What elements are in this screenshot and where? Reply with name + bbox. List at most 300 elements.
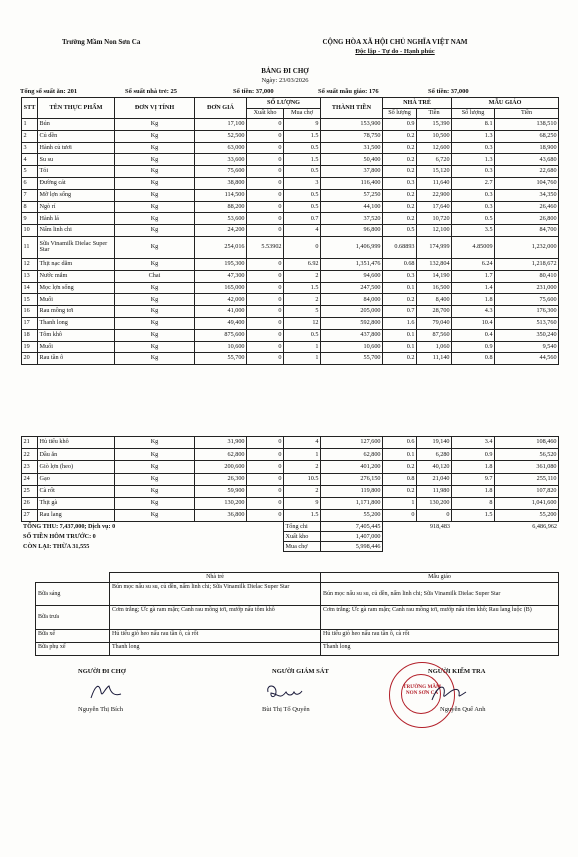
cell-export: 0 [247, 201, 284, 213]
cell-nt-money: 21,040 [417, 473, 452, 485]
menu-nt: Cơm trắng; Ức gà ram mặn; Canh rau mồng tơi, mướp nấu tôm khô [110, 606, 321, 630]
cell-export: 0 [247, 353, 284, 365]
menu-mg: Thanh long [321, 643, 559, 656]
cell-nt-money: 174,999 [417, 236, 452, 258]
mg-money: Số tiền: 37,000 [428, 88, 469, 95]
cell-nt-qty: 0.2 [383, 201, 417, 213]
cell-name: Hành củ tươi [38, 142, 115, 154]
total-meals: Tổng số suất ăn: 201 [20, 88, 78, 95]
cell-mg-qty: 3.4 [452, 437, 495, 449]
cell-total: 437,800 [321, 329, 383, 341]
cell-total: 57,250 [321, 189, 383, 201]
cell-nt-money: 15,390 [417, 119, 452, 131]
cell-export: 0 [247, 306, 284, 318]
cell-export: 0 [247, 154, 284, 166]
buyer-name: Nguyễn Thị Bích [78, 706, 124, 713]
cell-mg-money: 84,700 [495, 225, 559, 237]
menu-col-mg: Mẫu giáo [321, 573, 559, 583]
cell-nt-money: 17,640 [417, 201, 452, 213]
cell-total: 78,750 [321, 130, 383, 142]
cell-stt: 16 [22, 306, 38, 318]
cell-stt: 25 [22, 485, 38, 497]
cell-stt: 1 [22, 119, 38, 131]
cell-nt-qty: 0.2 [383, 213, 417, 225]
cell-price: 10,600 [195, 341, 247, 353]
cell-mg-qty: 9.7 [452, 473, 495, 485]
cell-export: 0 [247, 177, 284, 189]
col-mg-tien: Tiền [495, 109, 559, 119]
cell-buy: 1 [284, 341, 321, 353]
cell-mg-money: 107,820 [495, 485, 559, 497]
cell-mg-money: 68,250 [495, 130, 559, 142]
cell-nt-qty: 0.2 [383, 353, 417, 365]
cell-name: Rau lang [38, 510, 115, 522]
col-qty: SỐ LƯỢNG [247, 98, 321, 109]
cell-name: Muối [38, 341, 115, 353]
cell-name: Mỡ lợn sống [38, 189, 115, 201]
cell-mg-money: 18,900 [495, 142, 559, 154]
cell-buy: 0.5 [284, 166, 321, 178]
cell-mg-qty: 0.3 [452, 142, 495, 154]
col-stt: STT [22, 98, 38, 119]
mua-cho-value: 5,998,446 [321, 542, 383, 552]
cell-name: Củ dền [38, 130, 115, 142]
cell-nt-qty: 1 [383, 497, 417, 509]
cell-unit: Kg [115, 294, 195, 306]
cell-unit: Kg [115, 341, 195, 353]
cell-mg-qty: 1.8 [452, 461, 495, 473]
cell-buy: 1 [284, 353, 321, 365]
table-row [22, 213, 559, 225]
cell-total: 50,400 [321, 154, 383, 166]
cell-nt-qty: 0.2 [383, 485, 417, 497]
menu-mg: Hủ tiếu giò heo nấu rau tần ô, cà rốt [321, 630, 559, 643]
cell-unit: Kg [115, 449, 195, 461]
cell-stt: 10 [22, 225, 38, 237]
cell-stt: 20 [22, 353, 38, 365]
cell-price: 62,800 [195, 449, 247, 461]
menu-mg: Cơm trắng; Ức gà ram mặn; Canh rau mồng tơi, mướp nấu tôm khô; Rau lang luộc (B) [321, 606, 559, 630]
cell-export: 0 [247, 166, 284, 178]
cell-nt-qty: 0.3 [383, 270, 417, 282]
menu-nt: Bún mọc nấu su su, củ dền, nấm linh chi; Sữa Vinamilk Dielac Super Star [110, 583, 321, 606]
col-nt-tien: Tiền [417, 109, 452, 119]
table-row [22, 317, 559, 329]
menu-nt: Thanh long [110, 643, 321, 656]
cell-mg-qty: 0.8 [452, 353, 495, 365]
table-row [22, 154, 559, 166]
cell-unit: Kg [115, 119, 195, 131]
col-price: ĐƠN GIÁ [195, 98, 247, 119]
checker-name: Nguyễn Quế Anh [440, 706, 486, 713]
cell-nt-qty: 0.68893 [383, 236, 417, 258]
cell-mg-money: 55,200 [495, 510, 559, 522]
cell-name: Dầu ăn [38, 449, 115, 461]
cell-export: 0 [247, 341, 284, 353]
cell-nt-money: 40,120 [417, 461, 452, 473]
cell-buy: 0.5 [284, 142, 321, 154]
xuat-kho-value: 1,407,000 [321, 532, 383, 542]
cell-price: 165,000 [195, 282, 247, 294]
cell-mg-qty: 10.4 [452, 317, 495, 329]
cell-export: 0 [247, 294, 284, 306]
cell-nt-money: 132,804 [417, 258, 452, 270]
cell-buy: 0.5 [284, 189, 321, 201]
cell-export: 0 [247, 473, 284, 485]
cell-stt: 3 [22, 142, 38, 154]
cell-mg-qty: 1.5 [452, 510, 495, 522]
cell-stt: 23 [22, 461, 38, 473]
cell-mg-money: 176,300 [495, 306, 559, 318]
cell-nt-money: 11,980 [417, 485, 452, 497]
cell-mg-qty: 4.85009 [452, 236, 495, 258]
table-row [22, 282, 559, 294]
cell-price: 55,700 [195, 353, 247, 365]
cell-stt: 15 [22, 294, 38, 306]
cell-mg-qty: 2.7 [452, 177, 495, 189]
cell-buy: 1.5 [284, 130, 321, 142]
cell-stt: 5 [22, 166, 38, 178]
cell-mg-qty: 3.5 [452, 225, 495, 237]
cell-export: 0 [247, 270, 284, 282]
cell-name: Hành lá [38, 213, 115, 225]
table-row [22, 130, 559, 142]
cell-nt-qty: 0.3 [383, 177, 417, 189]
cell-name: Gạo [38, 473, 115, 485]
table-row [22, 341, 559, 353]
cell-export: 0 [247, 225, 284, 237]
cell-buy: 10.5 [284, 473, 321, 485]
cell-buy: 4 [284, 437, 321, 449]
cell-unit: Kg [115, 510, 195, 522]
cell-nt-money: 28,700 [417, 306, 452, 318]
cell-mg-qty: 1.4 [452, 282, 495, 294]
so-tien-truoc: SỐ TIỀN HÔM TRƯỚC: 0 [23, 532, 96, 540]
cell-stt: 26 [22, 497, 38, 509]
cell-unit: Kg [115, 130, 195, 142]
cell-mg-money: 9,540 [495, 341, 559, 353]
cell-mg-money: 361,080 [495, 461, 559, 473]
cell-nt-money: 11,640 [417, 177, 452, 189]
cell-nt-qty: 0.2 [383, 461, 417, 473]
cell-stt: 6 [22, 177, 38, 189]
cell-name: Rau mồng tơi [38, 306, 115, 318]
cell-mg-money: 138,510 [495, 119, 559, 131]
cell-buy: 2 [284, 485, 321, 497]
xuat-kho-label: Xuất kho [284, 532, 321, 542]
cell-nt-qty: 0.1 [383, 341, 417, 353]
cell-stt: 9 [22, 213, 38, 225]
cell-name: Rau tần ô [38, 353, 115, 365]
cell-total: 401,200 [321, 461, 383, 473]
col-nt: NHÀ TRẺ [383, 98, 452, 109]
cell-mg-qty: 0.9 [452, 449, 495, 461]
cell-nt-qty: 0.2 [383, 154, 417, 166]
cell-export: 0 [247, 130, 284, 142]
cell-nt-money: 10,720 [417, 213, 452, 225]
cell-total: 1,351,476 [321, 258, 383, 270]
cell-mg-qty: 1.8 [452, 485, 495, 497]
cell-unit: Kg [115, 473, 195, 485]
cell-mg-money: 80,410 [495, 270, 559, 282]
cell-nt-qty: 0.7 [383, 306, 417, 318]
cell-unit: Kg [115, 353, 195, 365]
cell-nt-qty: 0.2 [383, 166, 417, 178]
cell-mg-qty: 0.3 [452, 189, 495, 201]
con-lai: CÒN LẠI: THỪA 31,555 [23, 542, 90, 550]
cell-nt-money: 11,140 [417, 353, 452, 365]
cell-mg-money: 22,680 [495, 166, 559, 178]
cell-unit: Kg [115, 236, 195, 258]
cell-price: 254,016 [195, 236, 247, 258]
cell-unit: Kg [115, 189, 195, 201]
cell-mg-money: 104,760 [495, 177, 559, 189]
cell-nt-money: 12,100 [417, 225, 452, 237]
cell-mg-qty: 6.24 [452, 258, 495, 270]
cell-price: 36,800 [195, 510, 247, 522]
cell-mg-money: 255,110 [495, 473, 559, 485]
school-name: Trường Mầm Non Sơn Ca [62, 38, 141, 46]
tong-thu: TỔNG THU: 7,437,000; Dịch vụ: 0 [23, 522, 116, 530]
table-row [22, 225, 559, 237]
cell-mg-qty: 0.3 [452, 166, 495, 178]
table-row [22, 166, 559, 178]
cell-stt: 8 [22, 201, 38, 213]
cell-nt-qty: 0.68 [383, 258, 417, 270]
cell-stt: 4 [22, 154, 38, 166]
cell-total: 94,600 [321, 270, 383, 282]
table-row [22, 353, 559, 365]
cell-price: 24,200 [195, 225, 247, 237]
cell-buy: 9 [284, 119, 321, 131]
table-row [22, 201, 559, 213]
cell-buy: 0.5 [284, 329, 321, 341]
cell-mg-qty: 0.5 [452, 213, 495, 225]
cell-unit: Kg [115, 306, 195, 318]
cell-unit: Kg [115, 329, 195, 341]
cell-price: 195,300 [195, 258, 247, 270]
meal-label: Bữa trưa [36, 606, 110, 630]
cell-export: 5.53902 [247, 236, 284, 258]
cell-nt-qty: 0.2 [383, 142, 417, 154]
cell-buy: 0.7 [284, 213, 321, 225]
cell-mg-qty: 1.3 [452, 130, 495, 142]
cell-name: Sữa Vinamilk Dielac Super Star [38, 236, 115, 258]
cell-mg-money: 350,240 [495, 329, 559, 341]
cell-stt: 12 [22, 258, 38, 270]
cell-total: 1,171,800 [321, 497, 383, 509]
cell-export: 0 [247, 189, 284, 201]
cell-name: Thanh long [38, 317, 115, 329]
cell-nt-money: 19,140 [417, 437, 452, 449]
cell-stt: 21 [22, 437, 38, 449]
cell-mg-money: 231,000 [495, 282, 559, 294]
cell-buy: 1.5 [284, 154, 321, 166]
cell-stt: 22 [22, 449, 38, 461]
tong-chi-value: 7,405,445 [321, 522, 383, 532]
cell-price: 875,600 [195, 329, 247, 341]
cell-mg-money: 26,460 [495, 201, 559, 213]
cell-mg-money: 1,232,000 [495, 236, 559, 258]
table-row [22, 497, 559, 509]
cell-total: 153,900 [321, 119, 383, 131]
checker-title: NGƯỜI KIỂM TRA [428, 668, 486, 675]
cell-stt: 27 [22, 510, 38, 522]
menu-nt: Hủ tiếu giò heo nấu rau tần ô, cà rốt [110, 630, 321, 643]
cell-price: 47,300 [195, 270, 247, 282]
cell-name: Su su [38, 154, 115, 166]
cell-nt-money: 6,280 [417, 449, 452, 461]
cell-total: 37,520 [321, 213, 383, 225]
cell-nt-money: 10,500 [417, 130, 452, 142]
cell-buy: 1 [284, 449, 321, 461]
cell-unit: Kg [115, 166, 195, 178]
menu-mg: Bún mọc nấu su su, củ dền, nấm linh chi; Sữa Vinamilk Dielac Super Star [321, 583, 559, 606]
cell-nt-money: 8,400 [417, 294, 452, 306]
cell-price: 53,600 [195, 213, 247, 225]
doc-title: BẢNG ĐI CHỢ [261, 67, 309, 75]
buyer-signature [85, 680, 125, 702]
cell-price: 17,100 [195, 119, 247, 131]
meal-label: Bữa phụ xế [36, 643, 110, 656]
cell-price: 114,500 [195, 189, 247, 201]
table-row [22, 294, 559, 306]
cell-nt-money: 12,600 [417, 142, 452, 154]
cell-stt: 11 [22, 236, 38, 258]
cell-export: 0 [247, 437, 284, 449]
cell-name: Muối [38, 294, 115, 306]
cell-export: 0 [247, 510, 284, 522]
cell-nt-money: 87,560 [417, 329, 452, 341]
cell-nt-qty: 0.5 [383, 225, 417, 237]
col-mg: MẪU GIÁO [452, 98, 559, 109]
cell-stt: 14 [22, 282, 38, 294]
cell-name: Tôm khô [38, 329, 115, 341]
cell-name: Tỏi [38, 166, 115, 178]
cell-nt-money: 130,200 [417, 497, 452, 509]
checker-signature [428, 680, 472, 706]
cell-nt-money: 15,120 [417, 166, 452, 178]
cell-total: 10,600 [321, 341, 383, 353]
cell-name: Thịt nạc dăm [38, 258, 115, 270]
col-mg-sl: Số lượng [452, 109, 495, 119]
col-name: TÊN THỰC PHẨM [38, 98, 115, 119]
nt-total: 918,483 [429, 522, 450, 530]
cell-stt: 19 [22, 341, 38, 353]
cell-unit: Kg [115, 142, 195, 154]
cell-total: 31,500 [321, 142, 383, 154]
cell-buy: 9 [284, 497, 321, 509]
cell-unit: Kg [115, 485, 195, 497]
cell-unit: Kg [115, 154, 195, 166]
cell-stt: 24 [22, 473, 38, 485]
menu-col-nt: Nhà trẻ [110, 573, 321, 583]
cell-price: 49,400 [195, 317, 247, 329]
tong-chi-label: Tổng chi [284, 522, 321, 532]
cell-mg-money: 1,218,672 [495, 258, 559, 270]
cell-nt-qty: 0.1 [383, 282, 417, 294]
cell-nt-qty: 0.1 [383, 329, 417, 341]
cell-unit: Kg [115, 225, 195, 237]
cell-price: 200,600 [195, 461, 247, 473]
table-row [22, 329, 559, 341]
table-row [22, 485, 559, 497]
cell-unit: Kg [115, 437, 195, 449]
cell-mg-money: 1,041,600 [495, 497, 559, 509]
cell-nt-money: 1,060 [417, 341, 452, 353]
cell-mg-money: 75,600 [495, 294, 559, 306]
cell-total: 205,000 [321, 306, 383, 318]
cell-unit: Kg [115, 177, 195, 189]
col-nt-sl: Số lượng [383, 109, 417, 119]
cell-total: 55,700 [321, 353, 383, 365]
supervisor-title: NGƯỜI GIÁM SÁT [272, 668, 329, 675]
stamp-text: TRƯỜNG MẦM NON SƠN CA [403, 684, 441, 696]
table-row [22, 142, 559, 154]
motto: Độc lập - Tự do - Hạnh phúc [355, 48, 435, 55]
cell-buy: 2 [284, 294, 321, 306]
cell-nt-qty: 1.6 [383, 317, 417, 329]
cell-name: Thịt gà [38, 497, 115, 509]
cell-price: 130,200 [195, 497, 247, 509]
cell-price: 63,000 [195, 142, 247, 154]
cell-price: 31,900 [195, 437, 247, 449]
cell-total: 119,800 [321, 485, 383, 497]
shopping-table [21, 97, 559, 365]
cell-mg-qty: 4.3 [452, 306, 495, 318]
cell-name: Bún [38, 119, 115, 131]
supervisor-name: Bùi Thị Tố Quyên [262, 706, 310, 713]
table-row [22, 258, 559, 270]
cell-mg-money: 56,520 [495, 449, 559, 461]
table-row [22, 189, 559, 201]
cell-unit: Kg [115, 213, 195, 225]
table-row [22, 119, 559, 131]
cell-stt: 18 [22, 329, 38, 341]
cell-name: Nước mắm [38, 270, 115, 282]
cell-mg-money: 44,560 [495, 353, 559, 365]
cell-unit: Kg [115, 201, 195, 213]
cell-mg-qty: 1.7 [452, 270, 495, 282]
meal-label: Bữa sáng [36, 583, 110, 606]
cell-mg-money: 108,460 [495, 437, 559, 449]
cell-price: 88,200 [195, 201, 247, 213]
cell-mg-qty: 1.8 [452, 294, 495, 306]
cell-export: 0 [247, 497, 284, 509]
cell-unit: Kg [115, 258, 195, 270]
cell-mg-money: 26,800 [495, 213, 559, 225]
nt-meals: Số suất nhà trẻ: 25 [125, 88, 178, 95]
buyer-title: NGƯỜI ĐI CHỢ [78, 668, 126, 675]
cell-export: 0 [247, 329, 284, 341]
cell-mg-qty: 8 [452, 497, 495, 509]
cell-nt-money: 14,190 [417, 270, 452, 282]
cell-buy: 0.5 [284, 201, 321, 213]
cell-nt-qty: 0 [383, 510, 417, 522]
cell-name: Giò lợn (heo) [38, 461, 115, 473]
mg-total: 6,486,962 [532, 522, 557, 530]
cell-mg-money: 34,350 [495, 189, 559, 201]
cell-total: 44,100 [321, 201, 383, 213]
cell-price: 33,600 [195, 154, 247, 166]
cell-nt-money: 6,720 [417, 154, 452, 166]
cell-total: 116,400 [321, 177, 383, 189]
cell-name: Hủ tiếu khô [38, 437, 115, 449]
table-row [22, 270, 559, 282]
cell-export: 0 [247, 282, 284, 294]
cell-nt-qty: 0.2 [383, 294, 417, 306]
cell-name: Đường cát [38, 177, 115, 189]
